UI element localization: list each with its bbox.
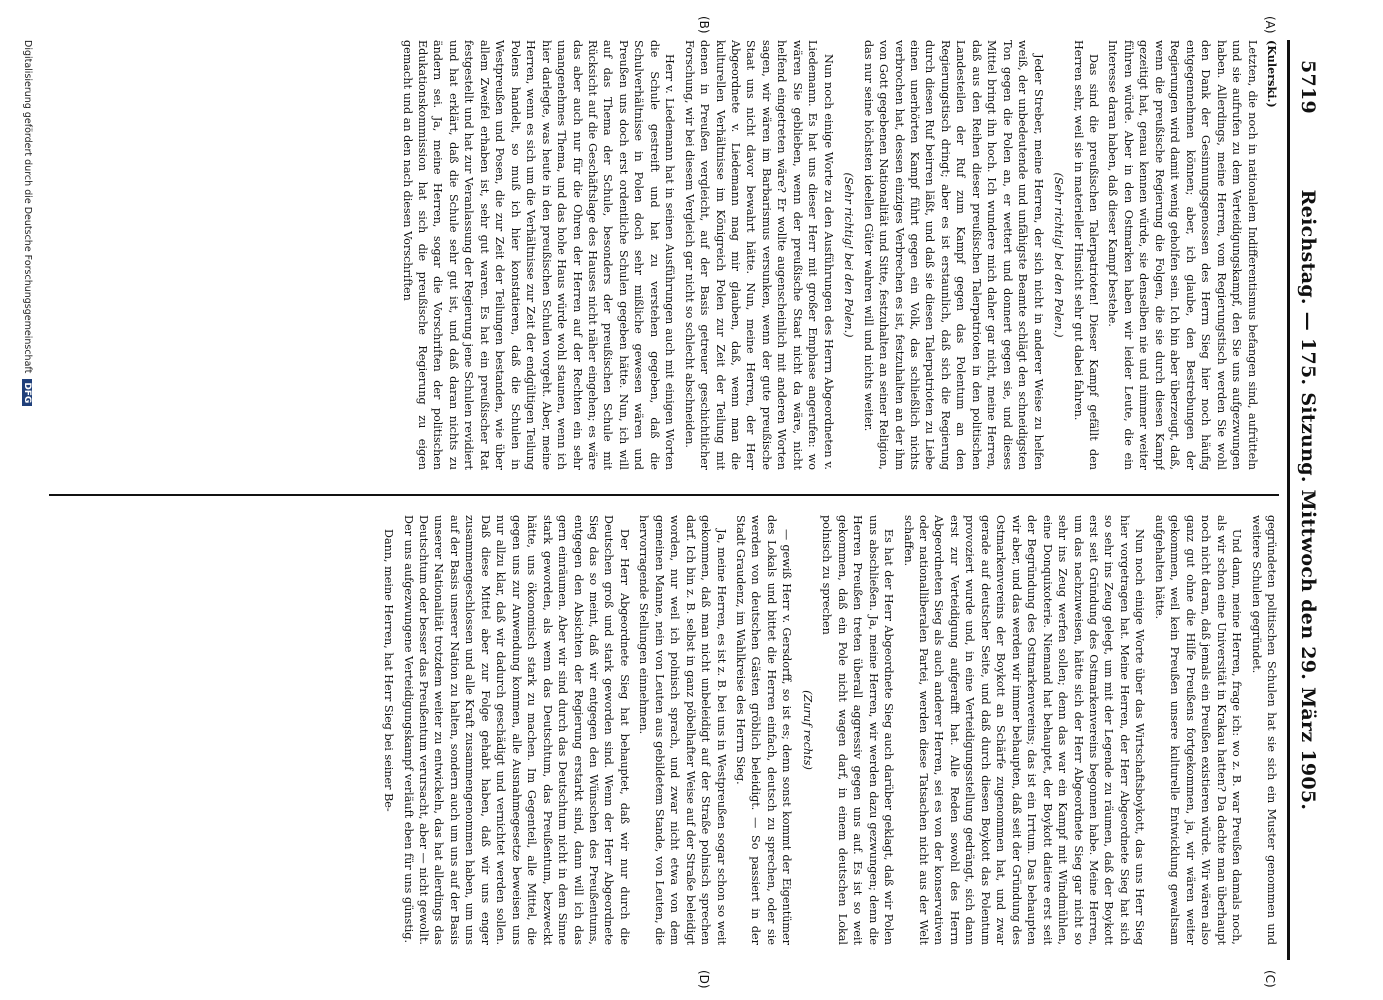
column-divider <box>49 494 1279 496</box>
paragraph: Jeder Streber, meine Herren, der sich nicht in anderer Weise zu helfen weiß, der unbedeutende und unfähigste Beamte schlägt den schneidigsten Ton gegen die Polen an, er wettert und donnert gegen sie, und dieses Mittel bringt ihn hoch. Ich wundere mich daher gar nicht, meine Herren, daß aus den Reihen dieser preußischen Talerpatrioten in den politischen Landesteilen der Ruf zum Kampf gegen das Polentum an den Regierungstisch dringt; aber es ist erstaunlich, daß sich die Regierung durch diesen Ruf beirren läßt, und daß sie diesen Talerpatrioten zu Liebe einen unerhörten Kampf führt gegen ein Volk, das schließlich nichts verbrochen hat, dessen einziges Verbrechen es ist, festzuhalten an der ihm von Gott gegebenen Nationalität und Sitte, festzuhalten an seiner Religion, das nur seine höchsten ideellen Güter wahren will und nichts weiter. <box>861 40 1045 470</box>
paragraph: Es hat der Herr Abgeordnete Sieg auch darüber geklagt, daß wir Polen uns abschließen. Ja, meine Herren, wir werden dazu gezwungen; denn die Herren Preußen treten überall aggressiv gegen uns auf. Es ist so weit gekommen, daß ein Pole nicht wagen darf, in einem deutschen Lokal polnisch zu sprechen <box>820 515 896 945</box>
paragraph: Nun noch einige Worte zu den Ausführungen des Herrn Abgeordneten v. Liedemann. Es hat uns dieser Herr mit großer Emphase angerufen: wo wären Sie geblieben, wenn der preußische Staat nicht da wäre, nicht helfend eingetreten wäre? Er wollte augenscheinlich mit anderen Worten sagen, wir wären im Barbarismus versunken, wenn der gute preußische Staat uns nicht davor bewahrt hätte. Nun, meine Herren, der Herr Abgeordnete v. Liedemann mag mir glauben, daß, wenn man die kulturellen Verhältnisse im Königreich Polen zur Zeit der Teilung mit denen in Preußen vergleicht, auf der Basis getreuer geschichtlicher Forschung, wir bei diesem Vergleich gar nicht so schlecht abschneiden. <box>682 40 835 470</box>
paragraph: Letzten, die noch in nationalem Indifferentismus befangen sind, aufrütteln und sie aufrufen zu dem Verteidigungskampf, den Sie uns aufgezwungen haben. Allerdings, meine Herren, vom Regierungstisch werden Sie wohl den Dank der Gesinnungsgenossen des Herrn Sieg hier noch häufig entgegennehmen können; aber, ich glaube, den Bestrebungen der Regierungen wird damit wenig geholfen sein. Ich bin aber überzeugt, daß, wenn die preußische Regierung die Folgen, die sie durch diesen Kampf gezeitigt hat, genau kennen würde, sie denselben nie und nimmer weiter führen würde. Aber in den Ostmarken haben wir leider Leute, die ein Interesse daran haben, daß dieser Kampf bestehe. <box>1106 40 1259 470</box>
document-page <box>43 16 1323 989</box>
running-header <box>1289 40 1323 960</box>
paragraph: Herr v. Liedemann hat in seinen Ausführungen auch mit einigen Worten die Schule gestreift und hat zu verstehen gegeben, daß die Schulverhältnisse in Polen doch sehr mißliche gewesen wären und Preußen uns doch erst ordentliche Schulen gegeben hätte. Nun, ich will auf das Thema der Schule, besonders der preußischen Schule mit Rücksicht auf die Geschäftslage des Hauses nicht näher eingehen; es wäre das aber auch nur für die Ohren der Herren auf der Rechten ein sehr unangenehmes Thema, und das hohe Haus würde wohl staunen, wenn ich hier darlegte, was heute in den preußischen Schulen vorgeht. Aber, meine Herren, wenn es sich um die Verhältnisse zur Zeit der endgültigen Teilung Polens handelt, so muß ich hier konstatieren, daß die Schulen in Westpreußen und Posen, die zur Zeit der Teilungen bestanden, wie über allem Zweifel erhaben ist, sehr gut waren. Es hat ein preußischer Rat festgestellt und hat zur Veranlassung der Regierung jene Schulen revidiert und hat erklärt, daß die Schule sehr gut ist, und daß daran nichts zu ändern sei. Ja, meine Herren, sogar die Vorschriften der politischen Edukationskommission hat sich die preußische Regierung zu eigen gemacht und an den nach diesen Vorschriften <box>400 40 677 470</box>
page-number: 5719 <box>1297 60 1319 115</box>
speaker-name: (Kulerski.) <box>1265 40 1279 108</box>
dfg-logo: DFG <box>22 379 32 406</box>
interjection: (Zuruf rechts) <box>800 690 814 770</box>
paragraph: Dann, meine Herren, hat Herr Sieg bei seiner Be- <box>382 529 396 812</box>
funding-text: Digitalisierung gefördert durch die Deutsche Forschungsgemeinschaft <box>22 40 33 374</box>
paragraph: Und dann, meine Herren, frage ich: wo z. B. war Preußen damals noch, als wir schon eine Universität in Krakau hatten? Da dachte man überhaupt noch nicht daran, daß jemals ein Preußen existieren würde. Wir wären also ganz gut ohne die Hilfe Preußens fortgekommen, ja, wir wären weiter gekommen, weil kein Preußen unsere kulturelle Entwicklung gewaltsam aufgehalten hätte. <box>1152 515 1244 945</box>
page-title: Reichstag. — 175. Sitzung. Mittwoch den 29. März 1905. <box>1297 189 1319 811</box>
paragraph: gegründeten politischen Schulen hat sie sich ein Muster genommen und weitere Schulen gegründet. <box>1249 515 1278 945</box>
interjection: (Sehr richtig! bei den Polen.) <box>1052 172 1066 338</box>
paragraph: Der Herr Abgeordnete Sieg hat behauptet, daß wir nur durch die Deutschen groß und stark geworden sind. Wenn der Herr Abgeordnete Sieg das so meint, daß wir entgegen den Wünschen des Preußentums, entgegen den Absichten der Regierung erstarkt sind, dann will ich das gern einräumen. Aber wir sind durch das Deutschtum nicht in dem Sinne stark geworden, als wenn das Deutschtum, das Preußentum, bezweckt hätte, uns ökonomisch stark zu machen. Im Gegenteil, alle Mittel, die gegen uns zur Anwendung kommen, alle Ausnahmegesetze beweisen uns nur allzu klar, daß wir dadurch geschädigt und vernichtet werden sollen. Daß diese Mittel aber zur Folge gehabt haben, daß wir uns enger zusammengeschlossen und alle Kraft zusammengenommen haben, um uns auf der Basis unserer Nation zu halten, sondern auch um uns auf der Basis unserer Nationalität trotzdem weiter zu entwickeln, das hat allerdings das Deutschtum oder besser das Preußentum verursacht, aber — nicht gewollt. Der uns aufgezwungene Verteidigungskampf verläuft eben für uns günstig. <box>401 515 631 945</box>
margin-mark-a: (A) <box>1263 16 1277 34</box>
interjection: (Sehr richtig! bei den Polen.) <box>842 172 856 338</box>
left-column <box>49 40 1279 470</box>
paragraph: Ja, meine Herren, es ist z. B. bei uns in Westpreußen sogar schon so weit gekommen, daß man nicht unbeleidigt auf der Straße polnisch sprechen darf. Ich bin z. B. selbst in ganz pöbelhafter Weise auf der Straße beleidigt worden, nur weil ich polnisch sprach, und zwar nicht etwa von dem gemeinen Manne, nein von Leuten aus gebildetem Stande, von Leuten, die hervorragende Stellungen einnehmen. <box>637 515 728 945</box>
paragraph: Nun noch einige Worte über das Wirtschaftsboykott, das uns Herr Sieg hier vorgetragen hat. Meine Herren, der Herr Abgeordnete Sieg hat sich so sehr ins Zeug gelegt, um mit der Legende zu räumen, daß der Boykott erst seit Gründung des Ostmarkenvereins begonnen habe. Meine Herren, um das nachzuweisen, hätte sich der Herr Abgeordnete Sieg gar nicht so sehr ins Zeug werfen sollen; denn das war ein Kampf mit Windmühlen, eine Donquixoterie. Niemand hat behauptet, der Boykott datiere erst seit der Begründung des Ostmarkenvereins; das ist ein Irrtum. Das behaupten wir aber, und das werden wir immer behaupten, daß seit der Gründung des Ostmarkenvereins der Boykott an Schärfe zugenommen hat, und zwar gerade auf deutscher Seite, und daß durch diesen Boykott das Polentum provoziert wurde und, in eine Verteidigungsstellung gedrängt, sich dann erst zur Verteidigung aufgerafft hat. Alle Reden sowohl des Herrn Abgeordneten Sieg als auch anderer Herren, sei es von der konservativen oder nationalliberalen Partei, werden diese Tatsachen nicht aus der Welt schaffen. <box>901 515 1147 945</box>
margin-mark-c: (C) <box>1263 970 1277 988</box>
header-rule <box>1287 40 1290 960</box>
paragraph: Das sind die preußischen Talerpatrioten! Dieser Kampf gefällt den Herren sehr, weil sie in materieller Hinsicht sehr gut dabei fahren. <box>1071 40 1101 470</box>
right-column <box>49 515 1279 945</box>
margin-mark-b: (B) <box>697 16 711 34</box>
margin-mark-d: (D) <box>697 970 711 989</box>
paragraph: — gewiß Herr v. Gersdorff, so ist es; denn sonst kommt der Eigentümer des Lokals und bittet die Herren einfach, deutsch zu sprechen, oder sie werden von deutschen Gästen gröblich beleidigt. — So passiert in der Stadt Graudenz, im Wahlkreise des Herrn Sieg. <box>734 515 794 945</box>
funding-footer <box>13 40 33 960</box>
